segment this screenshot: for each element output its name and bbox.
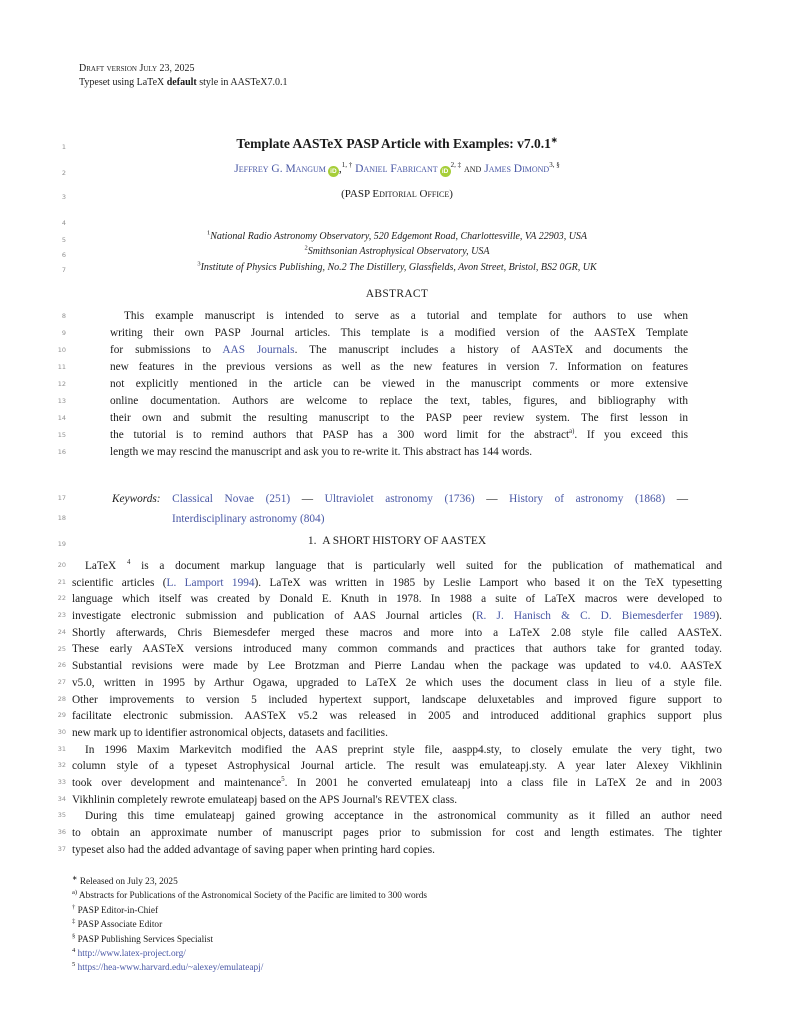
footnote-link-line: $^4$ http://www.latex-project.org/: [72, 946, 186, 960]
abstract-line: the tutorial is to remind authors that PASP has a 300 word limit for the abstract$^{a)}$. If you exceed this: [110, 428, 688, 441]
line-number: 3: [61, 193, 66, 201]
line-number: 23: [57, 611, 66, 619]
line-number: 13: [57, 397, 66, 405]
line-number: 31: [57, 745, 66, 753]
body-line: LaTeX $^4$ is a document markup language that is particularly well suited for the publication of mathematical and: [85, 559, 722, 572]
abstract-line: writing their own PASP Journal articles. This template is a modified version of the AASTeX Template: [110, 327, 688, 339]
text-link[interactable]: Classical Novae (251): [172, 493, 291, 505]
paragraph: [72, 808, 722, 858]
text-link[interactable]: Ultraviolet astronomy (1736): [324, 493, 475, 505]
keywords-line: [112, 509, 688, 529]
affiliation-line: $^3$Institute of Physics Publishing, No.2 The Distillery, Glassfields, Avon Street, Bristol, BS2 0GR, UK: [197, 260, 597, 273]
body-line: Shortly afterwards, Chris Biemesdefer merged these macros and more into a LaTeX 2.08 style file called AASTeX.: [72, 626, 722, 639]
text-link[interactable]: AAS Journals: [222, 344, 295, 356]
line-number: 20: [57, 561, 66, 569]
body-line: These early AASTeX versions introduced many common commands and practices that authors take for granted today.: [72, 643, 722, 656]
abstract-line: length we may rescind the manuscript and ask you to re-write it. This abstract has 144 words.: [110, 446, 533, 458]
text-link[interactable]: History of astronomy (1868): [509, 493, 666, 505]
draft-version-line: Draft version July 23, 2025: [79, 63, 195, 74]
line-number: 1: [61, 143, 66, 151]
line-number: 17: [57, 494, 66, 502]
line-number: 26: [57, 661, 66, 669]
line-number: 2: [61, 169, 66, 177]
line-number: 35: [57, 811, 66, 819]
line-number: 5: [61, 236, 66, 244]
affiliations: [0, 229, 794, 275]
abstract-line: their own and submit the resulting manuscript to the PASP peer review system. The first lesson in: [110, 412, 688, 424]
body-line: v5.0, written in 1995 by Arthur Ogawa, upgraded to LaTeX 2e which uses the document class in lieu of a style file.: [72, 676, 722, 689]
body-line: took over development and maintenance$^5$. In 2001 he converted emulateapj into a class file in LaTeX 2e and in 2003: [72, 776, 722, 789]
line-number: 28: [57, 695, 66, 703]
paper-title: Template AASTeX PASP Article with Examples: v7.0.1∗: [236, 135, 558, 151]
body-line: scientific articles (L. Lamport 1994). LaTeX was written in 1985 by Leslie Lamport who based it on the TeX typesetting: [72, 576, 722, 589]
author-line: Jeffrey G. Mangum iD ,$^{1, \dagger}$ Daniel Fabricant $iD^{2, \ddagger}$ and James Dimond$^{3, \S}$: [234, 161, 560, 175]
line-number: 19: [57, 540, 66, 548]
line-number: 10: [57, 346, 66, 354]
author-separator: and: [464, 163, 485, 175]
abstract-heading: ABSTRACT: [365, 288, 429, 300]
line-number: 9: [61, 329, 66, 337]
section-heading: 1. A SHORT HISTORY OF AASTEX: [307, 535, 487, 547]
paragraph: [72, 742, 722, 809]
footnote-line: $^{a)}$ Abstracts for Publications of the Astronomical Society of the Pacific are limited to 300 words: [72, 889, 427, 902]
footnote-line: § PASP Publishing Services Specialist: [72, 932, 214, 945]
draft-header: [79, 62, 287, 90]
line-number: 15: [57, 431, 66, 439]
affiliation-line: $^1$National Radio Astronomy Observatory, 520 Edgemont Road, Charlottesville, VA 22903, USA: [206, 229, 588, 242]
footnote-line: ∗ Released on July 23, 2025: [72, 874, 178, 887]
line-number: 14: [57, 414, 66, 422]
abstract-line: new features in the previous versions as well as the new features in version 7. Information on features: [110, 361, 688, 373]
body-text: [72, 558, 722, 858]
typeset-note: Typeset using LaTeX default style in AASTeX7.0.1: [79, 77, 288, 88]
line-number: 37: [57, 845, 66, 853]
affiliation-line: $^2$Smithsonian Astrophysical Observatory, USA: [304, 244, 490, 258]
abstract-line: not explicitly mentioned in the article can be viewed in the manuscript comments or more extensive: [110, 378, 688, 390]
body-line: facilitate electronic submission. AASTeX v5.2 was released in 2005 and introduced additional graphics support plus: [72, 710, 722, 723]
author-affiliation-mark: 1, †: [341, 161, 353, 170]
body-line: In 1996 Maxim Markevitch modified the AAS preprint style file, aaspp4.sty, to closely emulate the very tight, two: [85, 743, 722, 756]
keywords-line: Keywords: Classical Novae (251) — Ultraviolet astronomy (1736) — History of astronomy (1868) —: [112, 493, 689, 505]
text-link[interactable]: Interdisciplinary astronomy (804): [172, 513, 325, 525]
orcid-icon[interactable]: iD: [328, 166, 339, 177]
paragraph: [72, 558, 722, 742]
body-line: Substantial revisions were made by Lee Brotzman and Pierre Landau when the package was updated to v4.0. AASTeX: [72, 660, 722, 673]
line-number: 18: [57, 514, 66, 522]
author-name: James Dimond: [484, 163, 550, 175]
line-number: 29: [57, 711, 66, 719]
line-number: 32: [57, 761, 66, 769]
body-line: During this time emulateapj gained growing acceptance in the astronomical community as it filled an author need: [85, 810, 722, 823]
line-number: 22: [57, 594, 66, 602]
author-affiliation-mark: 3, §: [549, 161, 560, 170]
abstract-line: for submissions to AAS Journals. The manuscript includes a history of AASTeX and documents the: [110, 344, 688, 356]
body-line: Vikhlinin completely rewrote emulateapj based on the APS Journal's REVTEX class.: [72, 793, 458, 806]
body-line: investigate electronic submission and publication of AAS Journal articles (R. J. Hanisch & C. D. Biemesderfer 1989).: [72, 610, 722, 623]
author-affiliation-mark: 2, ‡: [450, 161, 462, 170]
body-line: new mark up to identifier astronomical objects, datasets and facilities.: [72, 726, 388, 739]
text-link[interactable]: L. Lamport 1994: [166, 576, 255, 589]
line-number: 11: [57, 363, 66, 371]
body-line: language which itself was created by Donald E. Knuth in 1978. In 1988 a suite of LaTeX macros were developed to: [72, 593, 722, 606]
body-line: Other improvements to version 5 included hypertext support, landscape deluxetables and improved figure support to: [72, 693, 722, 706]
line-number: 27: [57, 678, 66, 686]
footnotes: [72, 875, 716, 976]
line-number: 12: [57, 380, 66, 388]
line-number: 36: [57, 828, 66, 836]
line-number: 24: [57, 628, 66, 636]
body-line: column style of a typeset Astrophysical Journal article. The result was emulateapj.sty. A year later Alexey Vikhlinin: [72, 760, 722, 773]
text-link[interactable]: http://www.latex-project.org/: [77, 949, 186, 960]
editorial-office: (PASP Editorial Office): [341, 188, 453, 200]
abstract-line: online documentation. Authors are welcome to replace the text, tables, figures, and bibliography with: [110, 395, 688, 407]
footnote-link-line: $^5$ https://hea-www.harvard.edu/~alexey/emulateapj/: [72, 961, 264, 974]
line-number: 30: [57, 728, 66, 736]
footnote-line: ‡ PASP Associate Editor: [72, 918, 163, 931]
line-number: 25: [57, 645, 66, 653]
body-line: to obtain an approximate number of manuscript pages prior to submission for cost and length estimates. The tighter: [72, 827, 722, 839]
text-link[interactable]: https://hea-www.harvard.edu/~alexey/emulateapj/: [77, 963, 264, 974]
keywords-block: [112, 489, 688, 529]
line-number: 7: [61, 266, 66, 274]
author-name: Daniel Fabricant: [355, 163, 438, 175]
line-number: 33: [57, 778, 66, 786]
author-name: Jeffrey G. Mangum: [234, 163, 326, 175]
orcid-icon[interactable]: iD: [440, 166, 451, 177]
body-line: typeset also had the added advantage of saving paper when printing hard copies.: [72, 843, 435, 856]
abstract-text: [110, 308, 688, 461]
abstract-line: This example manuscript is intended to serve as a tutorial and template for authors to use when: [124, 310, 688, 322]
line-number: 4: [61, 219, 66, 227]
text-link[interactable]: R. J. Hanisch & C. D. Biemesderfer 1989: [476, 610, 716, 623]
line-number: 34: [57, 795, 66, 803]
line-number: 21: [57, 578, 66, 586]
line-number: 6: [61, 251, 66, 259]
line-number: 16: [57, 448, 66, 456]
footnote-line: † PASP Editor-in-Chief: [72, 903, 159, 916]
line-number: 8: [61, 312, 66, 320]
